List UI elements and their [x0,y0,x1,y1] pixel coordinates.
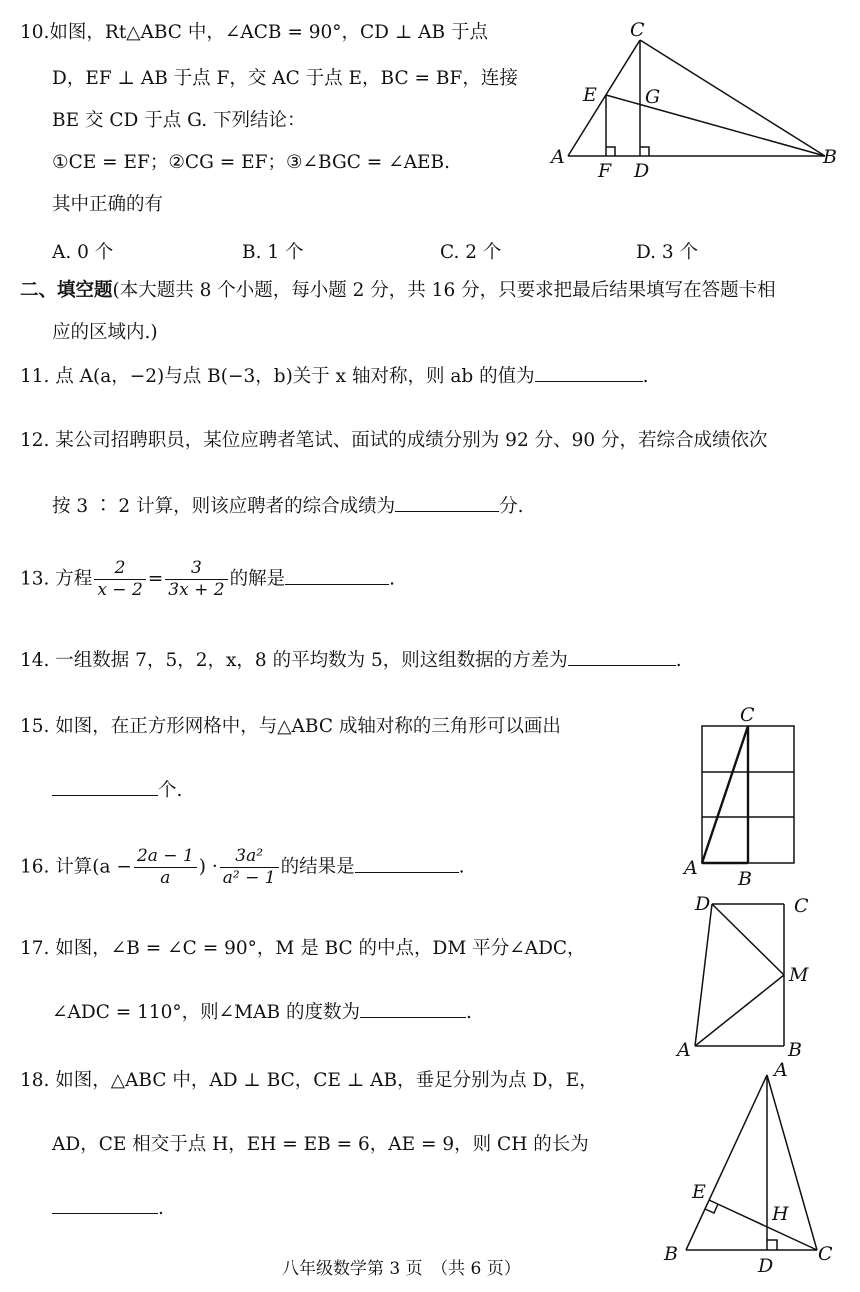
q16-fraction-1-numerator: 2a − 1 [134,848,197,868]
q13-end: . [389,568,395,590]
q11-end: . [642,366,649,387]
q14-end: . [675,650,682,671]
q17-label-c: C [794,895,809,917]
q16-end: . [458,856,465,878]
q10-label-d: D [634,160,650,182]
q14-text: 14. 一组数据 7，5，2，x，8 的平均数为 5，则这组数据的方差为 [20,650,568,671]
q17-text: ∠ADC = 110°，则∠MAB 的度数为 [52,1002,360,1023]
q10-line-4: ①CE = EF；②CG = EF；③∠BGC = ∠AEB. [52,152,451,173]
q18-label-d: D [758,1255,774,1277]
q18-line-1: 18. 如图，△ABC 中，AD ⊥ BC，CE ⊥ AB，垂足分别为点 D，E， [20,1070,598,1091]
q16-fraction-2-denominator: a² − 1 [222,868,276,888]
q16-fraction-1-denominator: a [160,868,171,888]
q10-option-b: B. 1 个 [242,242,304,263]
q16-fraction-2-numerator: 3a² [220,848,279,868]
q18-label-a: A [774,1059,788,1081]
q13-fraction-2-numerator: 3 [165,560,227,580]
q10-option-a: A. 0 个 [52,242,114,263]
q17-line-1: 17. 如图，∠B = ∠C = 90°，M 是 BC 的中点，DM 平分∠ADC， [20,938,586,959]
q13-fraction-1-numerator: 2 [94,560,145,580]
q10-label-e: E [583,84,597,106]
q17-end: . [465,1002,472,1023]
q18-line-2: AD，CE 相交于点 H，EH = EB = 6，AE = 9，则 CH 的长为 [52,1134,589,1155]
q17-label-m: M [789,964,809,986]
q10-option-d: D. 3 个 [636,242,699,263]
q10-label-g: G [645,86,661,108]
q10-option-c: C. 2 个 [440,242,502,263]
q10-line-1: 10.如图，Rt△ABC 中，∠ACB = 90°，CD ⊥ AB 于点 [20,22,488,43]
q10-label-c: C [630,19,645,41]
q13-fraction-1-denominator: x − 2 [97,580,143,600]
q13-fraction-2-denominator: 3x + 2 [168,580,225,600]
q17-label-d: D [695,893,711,915]
q15-line-1: 15. 如图，在正方形网格中，与△ABC 成轴对称的三角形可以画出 [20,716,561,737]
q12-end: 分. [499,496,524,517]
q12-text: 按 3 ∶ 2 计算，则该应聘者的综合成绩为 [52,496,396,517]
q17-label-b: B [788,1039,802,1061]
page-footer: 八年级数学第 3 页 （共 6 页） [282,1259,521,1279]
q15-end: 个. [158,780,183,801]
q15-label-b: B [738,868,752,890]
q13-prefix: 13. 方程 [20,568,93,590]
q13-equals: = [147,568,164,590]
q10-line-3: BE 交 CD 于点 G. 下列结论： [52,110,306,131]
q15-label-c: C [740,704,755,726]
q16-prefix: 16. 计算(a − [20,856,132,878]
q17-label-a: A [677,1039,691,1061]
q10-line-5: 其中正确的有 [52,194,164,215]
q10-label-f: F [598,160,612,182]
q18-label-e: E [692,1181,706,1203]
q16-mid: ) · [198,856,218,878]
q15-label-a: A [684,857,698,879]
q16-suffix: 的结果是 [280,856,355,878]
section-2-heading: 二、填空题 [20,280,113,301]
q12-line-1: 12. 某公司招聘职员，某位应聘者笔试、面试的成绩分别为 92 分、90 分，若综合成绩依次 [20,430,768,451]
q10-line-2: D，EF ⊥ AB 于点 F，交 AC 于点 E，BC = BF，连接 [52,68,518,89]
q10-label-b: B [823,146,837,168]
q18-end: . [158,1198,164,1219]
q18-label-b: B [664,1243,678,1265]
q10-label-a: A [551,146,565,168]
section-2-note-1: (本大题共 8 个小题，每小题 2 分，共 16 分，只要求把最后结果填写在答题卡相 [112,280,776,301]
q13-suffix: 的解是 [229,568,286,590]
q11-text: 11. 点 A(a，−2)与点 B(−3，b)关于 x 轴对称，则 ab 的值为 [20,366,535,387]
q18-label-h: H [772,1203,789,1225]
section-2-note-2: 应的区域内.) [52,322,158,343]
q18-label-c: C [818,1243,833,1265]
